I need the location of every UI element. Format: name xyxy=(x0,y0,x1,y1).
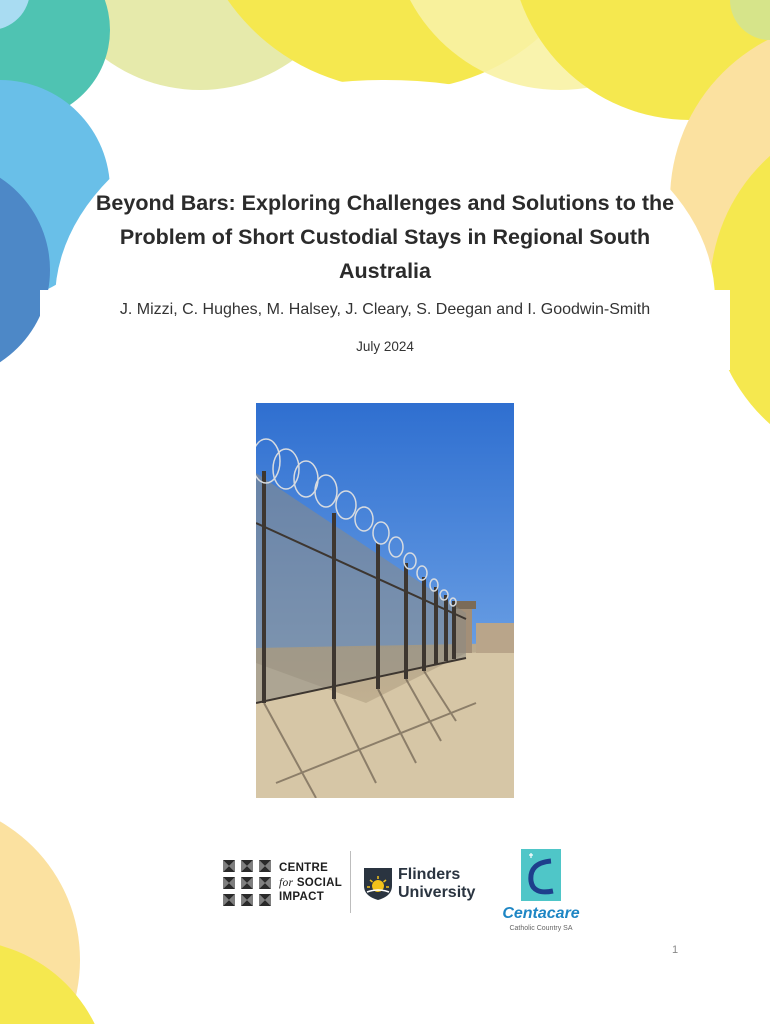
centacare-subtitle: Catholic Country SA xyxy=(509,925,573,932)
flinders-shield-icon xyxy=(364,868,392,900)
centre-for-social-impact-logo xyxy=(223,860,343,908)
document-title xyxy=(60,186,710,288)
title-line-3: Australia xyxy=(338,259,431,283)
prison-fence-illustration xyxy=(256,403,514,798)
flinders-university-logo xyxy=(364,864,494,908)
csi-for: for xyxy=(279,876,294,889)
title-line-2: Problem of Short Custodial Stays in Regional South xyxy=(119,225,651,249)
csi-grid-icon xyxy=(223,860,271,906)
logo-divider xyxy=(350,851,351,913)
cover-photo xyxy=(256,403,514,798)
partner-logos xyxy=(0,840,770,940)
csi-wordmark xyxy=(279,861,342,905)
csi-line-3: IMPACT xyxy=(279,891,325,903)
title-line-1: Beyond Bars: Exploring Challenges and Solutions to the xyxy=(95,191,675,215)
flinders-wordmark xyxy=(398,866,475,902)
csi-line-1: CENTRE xyxy=(279,862,329,874)
flinders-line-2: University xyxy=(398,884,476,901)
centacare-logo xyxy=(496,847,586,937)
publication-date: July 2024 xyxy=(356,339,414,354)
flinders-line-1: Flinders xyxy=(398,866,461,883)
page-number: 1 xyxy=(672,944,679,956)
centacare-wordmark: Centacare xyxy=(502,905,580,922)
csi-line-2: SOCIAL xyxy=(296,876,343,889)
centacare-c-icon xyxy=(521,849,561,901)
authors-line: J. Mizzi, C. Hughes, M. Halsey, J. Cleary, S. Deegan and I. Goodwin-Smith xyxy=(119,301,651,318)
